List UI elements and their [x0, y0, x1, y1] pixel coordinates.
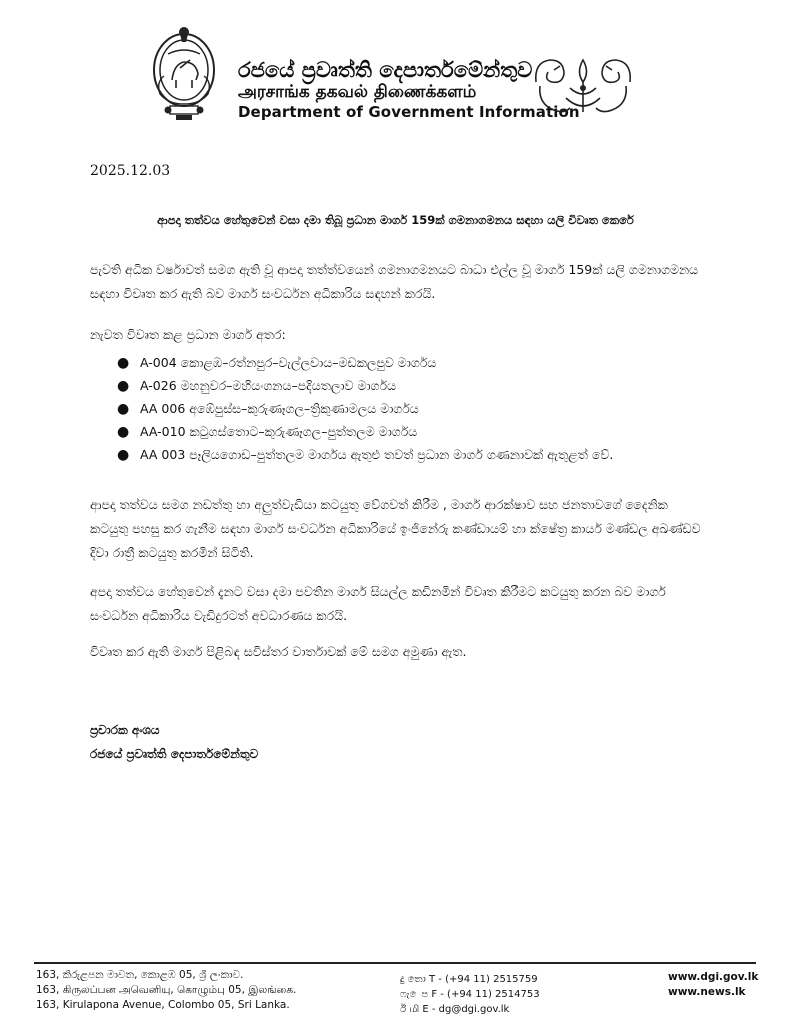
- road-list-intro: නැවත විවෘත කළ ප්‍රධාන මාර්ග අතර:: [90, 327, 286, 342]
- bullet-icon: ●: [117, 401, 130, 417]
- road-item-text: A-004 කොළඹ–රත්නපුර–වැල්ලවාය–මඩකලපුව මාර්ගය: [140, 355, 437, 370]
- bullet-icon: ●: [117, 447, 130, 463]
- paragraph-1: පැවති අධික වර්ෂාවත් සමග ඇති වූ ආපදා තත්ත්වයෙන් ගමනාගමනයට බාධා එල්ල වූ මාර්ග 159ක් යලි ගමනාගමනය සඳහා විවෘත කර ඇති බව මාර්ග සංවර්ධන අධිකාරිය සඳහන් කරයි.: [90, 262, 699, 301]
- paragraph-3: ආපදා තත්වය සමග නඩත්තු හා අලුත්වැඩියා කටයුතු වේගවත් කිරීම , මාර්ග ආරක්ෂාව සහ ජනතාවගේ දෛනික කටයුතු පහසු කර ගැනීම සඳහා මාර්ග සංවර්ධන අධිකාරියේ ඉංජිනේරු කණ්ඩායම් හා ක්ෂේත්‍ර කාර්ය මණ්ඩල අඛණ්ඩව දිවා රාත්‍රී කටයුතු කරමින් සිටිති.: [90, 497, 701, 560]
- bullet-icon: ●: [117, 424, 130, 440]
- paragraph-4: අපදා තත්වය හේතුවෙන් දැනට වසා දමා පවතින මාර්ග සියල්ල කඩිනමින් විවෘත කිරීමට කටයුතු කරන බව මාර්ග සංවර්ධන අධිකාරිය වැඩිදුරටත් අවධාරණය කරයි.: [90, 584, 666, 623]
- bullet-icon: ●: [117, 355, 130, 371]
- release-date: 2025.12.03: [90, 163, 171, 179]
- paragraph-5: විවෘත කර ඇති මාර්ග පිළිබඳ සවිස්තර වාර්තාවක් මේ සමග අමුණා ඇත.: [90, 644, 467, 659]
- footer-divider: [34, 962, 756, 964]
- road-item-text: AA 006 අඹේපුස්ස–කුරුණෑගල–ත්‍රිකුණාමලය මාර්ගය: [140, 401, 419, 416]
- email-address: ඊ மி E - dg@dgi.gov.lk: [400, 1004, 510, 1015]
- road-item-text: A-026 මහනුවර–මහියංගනය–පදියතලාව මාර්ගය: [140, 378, 397, 393]
- signature-department: රජයේ ප්‍රවෘත්ති දෙපාර්තමේන්තුව: [90, 747, 259, 761]
- address-tamil: 163, கிருலப்பன அவெனியு, கொழும்பு 05, இலங்கை.: [36, 984, 297, 996]
- letterhead-name-tamil: அரசாங்க தகவல் திணைக்களம்: [238, 82, 477, 102]
- footer-address: [36, 968, 296, 1013]
- website-link-dgi[interactable]: www.dgi.gov.lk: [668, 971, 759, 983]
- fax-number: ෆැ ෙප F - (+94 11) 2514753: [400, 989, 540, 1000]
- footer-contact: [400, 972, 540, 1017]
- telephone-number: දු තො T - (+94 11) 2515759: [400, 974, 538, 985]
- footer-websites: [668, 970, 758, 1000]
- website-link-news[interactable]: www.news.lk: [668, 986, 746, 998]
- letterhead-name-sinhala: රජයේ ප්‍රවෘත්ති දෙපාර්තමේන්තුව: [238, 58, 533, 82]
- address-sinhala: 163, කිරුළපන මාවත, කොළඹ 05, ශ්‍රී ලංකාව.: [36, 969, 244, 981]
- road-item-text: AA 003 පෑලියගොඩ–පුත්තලම මාර්ගය ඇතුළු තවත් ප්‍රධාන මාර්ග ගණනාවක් ඇතුළත් වේ.: [140, 447, 614, 462]
- signature-division: ප්‍රචාරක අංශය: [90, 723, 160, 737]
- letterhead-name-english: Department of Government Information: [238, 103, 580, 121]
- bullet-icon: ●: [117, 378, 130, 394]
- address-english: 163, Kirulapona Avenue, Colombo 05, Sri Lanka.: [36, 999, 290, 1011]
- department-ornament-logo: [530, 52, 636, 120]
- road-item-text: AA-010 කටුගස්තොට–කුරුණෑගල–පුත්තලම මාර්ගය: [140, 424, 418, 439]
- document-title: ආපදා තත්වය හේතුවෙන් වසා දමා තිබූ ප්‍රධාන මාර්ග 159ක් ගමනාගමනය සඳහා යලි විවෘත කෙරේ: [157, 213, 634, 227]
- sri-lanka-emblem-logo: [146, 20, 222, 122]
